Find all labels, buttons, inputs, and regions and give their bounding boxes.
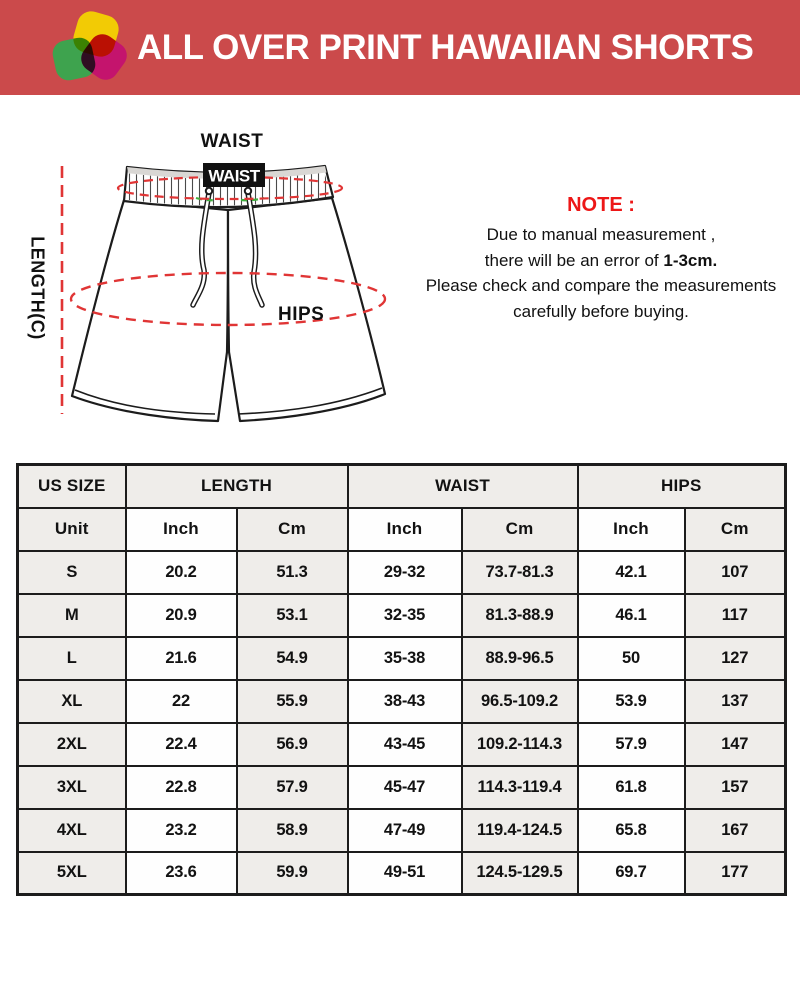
table-cell: 107	[685, 551, 786, 594]
table-unit-row	[18, 508, 786, 551]
table-cell: 69.7	[578, 852, 685, 895]
note-line-4: carefully before buying.	[513, 301, 689, 321]
measurement-diagram	[0, 95, 800, 463]
table-cell: 32-35	[348, 594, 462, 637]
size-cell: S	[18, 551, 126, 594]
table-cell: 88.9-96.5	[462, 637, 578, 680]
table-cell: 117	[685, 594, 786, 637]
unit-waist-cm: Cm	[462, 508, 578, 551]
table-cell: 20.9	[126, 594, 237, 637]
note-line-2	[418, 248, 784, 274]
table-cell: 49-51	[348, 852, 462, 895]
size-cell: XL	[18, 680, 126, 723]
header-banner	[0, 0, 800, 95]
eyelet-right	[245, 188, 251, 194]
table-cell: 109.2-114.3	[462, 723, 578, 766]
header-length: LENGTH	[126, 465, 348, 508]
size-cell: M	[18, 594, 126, 637]
table-cell: 114.3-119.4	[462, 766, 578, 809]
brand-logo-icon	[52, 8, 128, 88]
table-cell: 157	[685, 766, 786, 809]
note-line-1: Due to manual measurement ,	[486, 225, 716, 244]
table-cell: 57.9	[237, 766, 348, 809]
shorts-illustration	[0, 120, 460, 465]
table-cell: 81.3-88.9	[462, 594, 578, 637]
table-cell: 45-47	[348, 766, 462, 809]
hips-label: HIPS	[278, 304, 325, 325]
unit-header: Unit	[18, 508, 126, 551]
table-cell: 29-32	[348, 551, 462, 594]
unit-length-cm: Cm	[237, 508, 348, 551]
table-group-header-row	[18, 465, 786, 508]
table-cell: 53.9	[578, 680, 685, 723]
table-cell: 22.4	[126, 723, 237, 766]
header-us-size: US SIZE	[18, 465, 126, 508]
table-cell: 35-38	[348, 637, 462, 680]
waist-label: WAIST	[200, 131, 264, 152]
table-cell: 55.9	[237, 680, 348, 723]
note-line-2-bold: 1-3cm.	[663, 250, 718, 270]
table-cell: 119.4-124.5	[462, 809, 578, 852]
table-cell: 23.2	[126, 809, 237, 852]
table-cell: 96.5-109.2	[462, 680, 578, 723]
note-line-3: Please check and compare the measurements	[425, 276, 777, 295]
table-row-l	[18, 637, 786, 680]
table-cell: 22.8	[126, 766, 237, 809]
table-cell: 50	[578, 637, 685, 680]
waist-tag-label: WAIST	[208, 166, 260, 186]
table-cell: 124.5-129.5	[462, 852, 578, 895]
size-table	[16, 463, 787, 896]
table-cell: 137	[685, 680, 786, 723]
size-cell: L	[18, 637, 126, 680]
table-cell: 20.2	[126, 551, 237, 594]
table-cell: 54.9	[237, 637, 348, 680]
table-cell: 61.8	[578, 766, 685, 809]
table-cell: 58.9	[237, 809, 348, 852]
table-cell: 47-49	[348, 809, 462, 852]
table-cell: 177	[685, 852, 786, 895]
page-title: ALL OVER PRINT HAWAIIAN SHORTS	[137, 28, 754, 67]
table-cell: 167	[685, 809, 786, 852]
unit-length-inch: Inch	[126, 508, 237, 551]
table-cell: 56.9	[237, 723, 348, 766]
table-row-m	[18, 594, 786, 637]
unit-hips-inch: Inch	[578, 508, 685, 551]
size-cell: 3XL	[18, 766, 126, 809]
note-line-2-text: there will be an error of	[484, 250, 664, 270]
table-cell: 127	[685, 637, 786, 680]
table-cell: 147	[685, 723, 786, 766]
table-cell: 23.6	[126, 852, 237, 895]
length-label: LENGTH(C)	[27, 236, 48, 340]
table-cell: 51.3	[237, 551, 348, 594]
table-cell: 42.1	[578, 551, 685, 594]
unit-waist-inch: Inch	[348, 508, 462, 551]
header-waist: WAIST	[348, 465, 578, 508]
table-row-xl	[18, 680, 786, 723]
table-cell: 57.9	[578, 723, 685, 766]
note-block	[418, 194, 784, 324]
table-cell: 65.8	[578, 809, 685, 852]
table-cell: 46.1	[578, 594, 685, 637]
size-cell: 4XL	[18, 809, 126, 852]
note-title: NOTE :	[567, 194, 635, 216]
table-row-4xl	[18, 809, 786, 852]
table-row-s	[18, 551, 786, 594]
header-hips: HIPS	[578, 465, 786, 508]
eyelet-left	[206, 188, 212, 194]
table-cell: 59.9	[237, 852, 348, 895]
table-cell: 21.6	[126, 637, 237, 680]
table-row-3xl	[18, 766, 786, 809]
table-cell: 22	[126, 680, 237, 723]
table-row-5xl	[18, 852, 786, 895]
table-cell: 53.1	[237, 594, 348, 637]
table-cell: 43-45	[348, 723, 462, 766]
table-cell: 38-43	[348, 680, 462, 723]
table-row-2xl	[18, 723, 786, 766]
size-cell: 2XL	[18, 723, 126, 766]
table-cell: 73.7-81.3	[462, 551, 578, 594]
unit-hips-cm: Cm	[685, 508, 786, 551]
size-cell: 5XL	[18, 852, 126, 895]
